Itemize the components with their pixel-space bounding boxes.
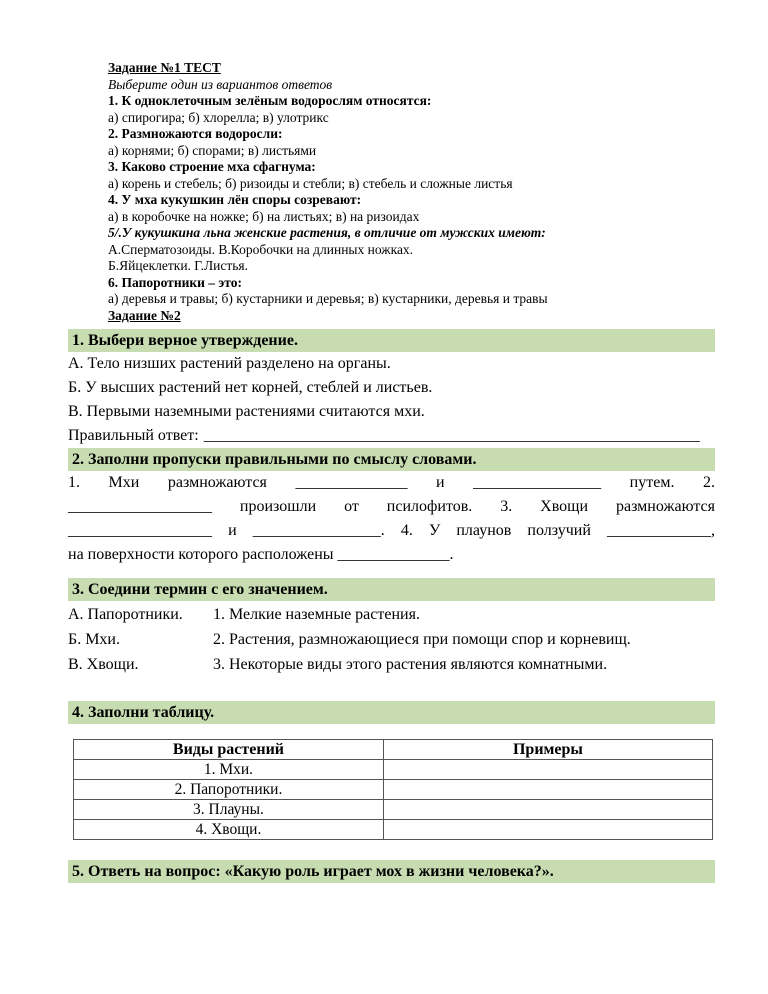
section2-header: 2. Заполни пропуски правильными по смыслу словами. bbox=[68, 448, 715, 471]
match-term-c: В. Хвощи. bbox=[68, 656, 139, 673]
match-definition-3: 3. Некоторые виды этого растения являются комнатными. bbox=[213, 656, 608, 673]
example-cell-empty[interactable] bbox=[383, 820, 712, 840]
question-1: 1. К одноклеточным зелёным водорослям относятся: bbox=[108, 93, 432, 108]
section1-header: 1. Выбери верное утверждение. bbox=[68, 329, 715, 352]
question-6-options: а) деревья и травы; б) кустарники и деревья; в) кустарники, деревья и травы bbox=[108, 291, 548, 306]
match-definition-2: 2. Растения, размножающиеся при помощи спор и корневищ. bbox=[213, 631, 631, 648]
question-5-options-2: Б.Яйцеклетки. Г.Листья. bbox=[108, 258, 248, 273]
plants-table bbox=[73, 739, 713, 840]
statement-a: А. Тело низших растений разделено на органы. bbox=[68, 355, 391, 372]
statement-b: Б. У высших растений нет корней, стеблей и листьев. bbox=[68, 379, 433, 396]
statement-c: В. Первыми наземными растениями считаются мхи. bbox=[68, 403, 425, 420]
example-cell-empty[interactable] bbox=[383, 760, 712, 780]
fill-blank-line-3[interactable]: __________________ и ________________. 4. У плаунов ползучий _____________, bbox=[68, 522, 715, 539]
example-cell-empty[interactable] bbox=[383, 800, 712, 820]
task1-subtitle: Выберите один из вариантов ответов bbox=[108, 76, 333, 92]
column-header-examples: Примеры bbox=[383, 740, 712, 760]
question-5-options-1: А.Сперматозоиды. В.Коробочки на длинных ножках. bbox=[108, 241, 414, 257]
table-row bbox=[74, 820, 713, 840]
section5-header: 5. Ответь на вопрос: «Какую роль играет мох в жизни человека?». bbox=[68, 860, 715, 883]
plant-type-cell: 3. Плауны. bbox=[74, 800, 384, 820]
question-2: 2. Размножаются водоросли: bbox=[108, 126, 283, 141]
match-row-b bbox=[68, 627, 715, 652]
question-5: 5/.У кукушкина льна женские растения, в отличие от мужских имеют: bbox=[108, 225, 546, 240]
question-4: 4. У мха кукушкин лён споры созревают: bbox=[108, 192, 362, 207]
match-row-a bbox=[68, 602, 715, 627]
section4-header: 4. Заполни таблицу. bbox=[68, 701, 715, 724]
match-term-b: Б. Мхи. bbox=[68, 631, 120, 648]
section1-body bbox=[68, 352, 715, 448]
plant-type-cell: 4. Хвощи. bbox=[74, 820, 384, 840]
table-row bbox=[74, 800, 713, 820]
table-row bbox=[74, 780, 713, 800]
section2-body bbox=[68, 471, 715, 567]
table-header-row bbox=[74, 740, 713, 760]
section3-body bbox=[68, 601, 715, 677]
fill-blank-line-4[interactable]: на поверхности которого расположены ______________. bbox=[68, 546, 454, 563]
fill-blank-line-1[interactable]: 1. Мхи размножаются ______________ и ________________ путем. 2. bbox=[68, 474, 715, 491]
task1-title: Задание №1 ТЕСТ bbox=[108, 60, 221, 75]
question-4-options: а) в коробочке на ножке; б) на листьях; в) на ризоидах bbox=[108, 208, 420, 224]
match-row-c bbox=[68, 652, 715, 677]
question-1-options: а) спирогира; б) хлорелла; в) улотрикс bbox=[108, 109, 329, 125]
task1-block bbox=[108, 60, 715, 324]
example-cell-empty[interactable] bbox=[383, 780, 712, 800]
table-row bbox=[74, 760, 713, 780]
match-definition-1: 1. Мелкие наземные растения. bbox=[213, 606, 420, 623]
fill-blank-line-2[interactable]: __________________ произошли от псилофитов. 3. Хвощи размножаются bbox=[68, 498, 715, 515]
question-3: 3. Каково строение мха сфагнума: bbox=[108, 159, 316, 174]
column-header-types: Виды растений bbox=[74, 740, 384, 760]
question-3-options: а) корень и стебель; б) ризоиды и стебли; в) стебель и сложные листья bbox=[108, 175, 513, 191]
question-6: 6. Папоротники – это: bbox=[108, 274, 242, 290]
section3-header: 3. Соедини термин с его значением. bbox=[68, 578, 715, 601]
answer-blank[interactable]: ______________________________________________________________ bbox=[203, 427, 700, 444]
plant-type-cell: 2. Папоротники. bbox=[74, 780, 384, 800]
match-term-a: А. Папоротники. bbox=[68, 606, 183, 623]
answer-label: Правильный ответ: bbox=[68, 427, 199, 444]
question-2-options: а) корнями; б) спорами; в) листьями bbox=[108, 142, 317, 158]
plant-type-cell: 1. Мхи. bbox=[74, 760, 384, 780]
task2-label: Задание №2 bbox=[108, 307, 181, 323]
answer-line bbox=[68, 424, 715, 448]
